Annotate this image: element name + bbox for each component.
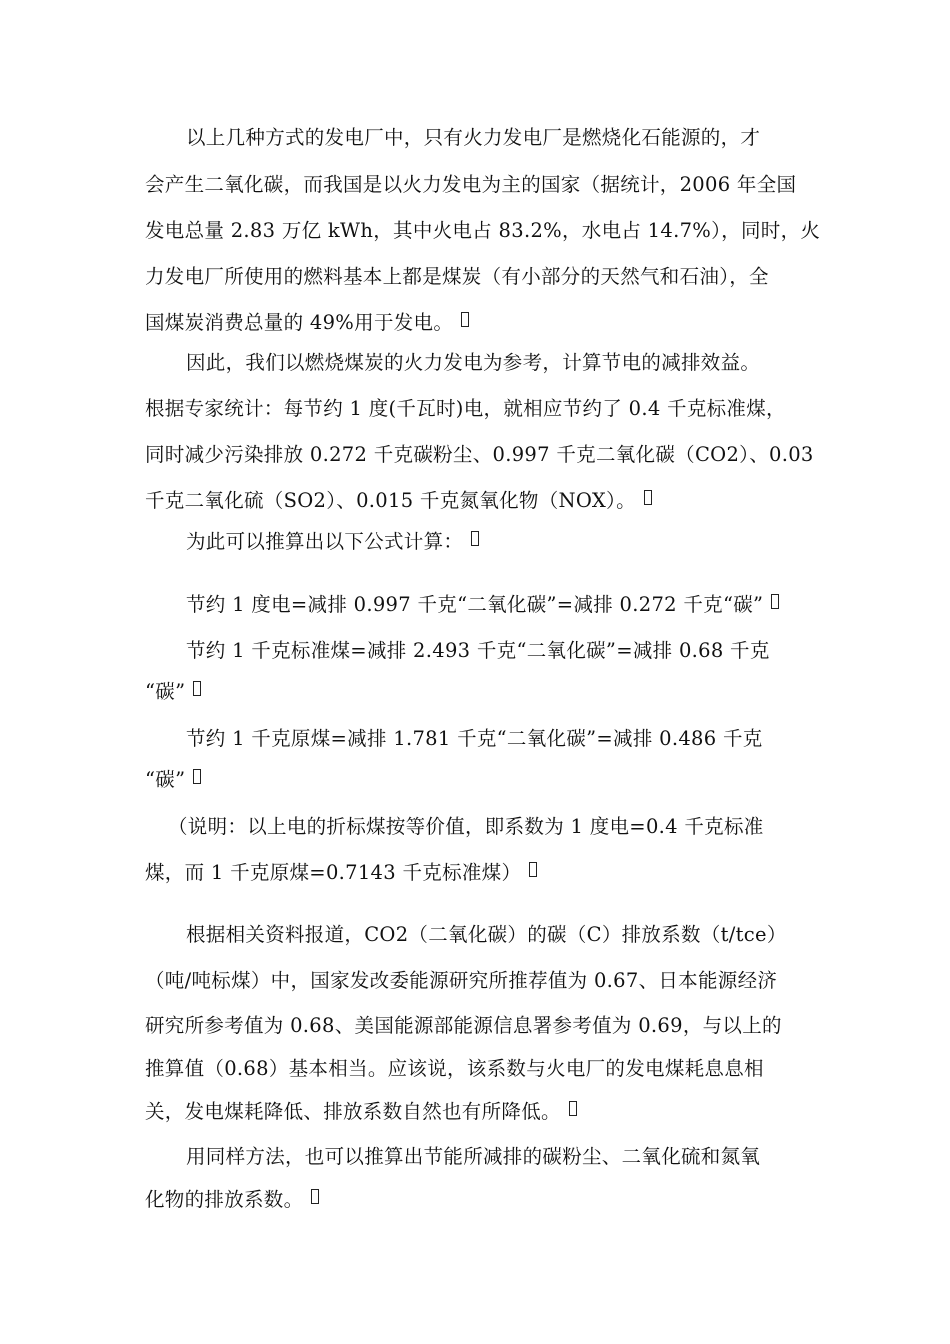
paragraph-mark-icon	[193, 769, 201, 784]
text-line-with-mark	[145, 678, 201, 706]
text-line-with-mark	[145, 309, 469, 337]
text-line: 节约 1 千克标准煤=减排 2.493 千克“二氧化碳”=减排 0.68 千克	[186, 639, 770, 662]
text-line-with-mark	[145, 1186, 319, 1214]
text-line-with-mark	[186, 591, 779, 619]
text-line: 因此，我们以燃烧煤炭的火力发电为参考，计算节电的减排效益。	[186, 351, 761, 374]
text-line: “碳”	[145, 768, 186, 791]
text-line: “碳”	[145, 680, 186, 703]
paragraph-mark-icon	[569, 1101, 577, 1116]
text-line-with-mark	[145, 859, 537, 887]
text-line: 根据相关资料报道，CO2（二氧化碳）的碳（C）排放系数（t/tce）	[186, 923, 787, 946]
text-line: 同时减少污染排放 0.272 千克碳粉尘、0.997 千克二氧化碳（CO2）、0.03	[145, 443, 814, 466]
text-line: 煤，而 1 千克原煤=0.7143 千克标准煤）	[145, 861, 522, 884]
text-line-with-mark	[186, 528, 479, 556]
paragraph-mark-icon	[529, 862, 537, 877]
text-line: 关，发电煤耗降低、排放系数自然也有所降低。	[145, 1100, 561, 1123]
paragraph-mark-icon	[461, 312, 469, 327]
text-line: 千克二氧化硫（SO2）、0.015 千克氮氧化物（NOX）。	[145, 489, 636, 512]
text-line: 根据专家统计：每节约 1 度(千瓦时)电，就相应节约了 0.4 千克标准煤，	[145, 397, 786, 420]
text-line: （说明：以上电的折标煤按等价值，即系数为 1 度电=0.4 千克标准	[168, 815, 764, 838]
paragraph-mark-icon	[771, 594, 779, 609]
paragraph-mark-icon	[311, 1189, 319, 1204]
text-line: 化物的排放系数。	[145, 1188, 304, 1211]
text-line-with-mark	[145, 766, 201, 794]
text-line: 会产生二氧化碳，而我国是以火力发电为主的国家（据统计，2006 年全国	[145, 173, 797, 196]
text-line: 用同样方法，也可以推算出节能所减排的碳粉尘、二氧化硫和氮氧	[186, 1145, 761, 1168]
text-line: 研究所参考值为 0.68、美国能源部能源信息署参考值为 0.69，与以上的	[145, 1014, 782, 1037]
paragraph-mark-icon	[644, 490, 652, 505]
text-line: 节约 1 千克原煤=减排 1.781 千克“二氧化碳”=减排 0.486 千克	[186, 727, 763, 750]
text-line: 国煤炭消费总量的 49%用于发电。	[145, 311, 454, 334]
text-line: 以上几种方式的发电厂中，只有火力发电厂是燃烧化石能源的，才	[186, 126, 761, 149]
text-line-with-mark	[145, 487, 652, 515]
paragraph-mark-icon	[193, 681, 201, 696]
text-line-with-mark	[145, 1098, 577, 1126]
text-line: 推算值（0.68）基本相当。应该说，该系数与火电厂的发电煤耗息息相	[145, 1057, 764, 1080]
text-line: （吨/吨标煤）中，国家发改委能源研究所推荐值为 0.67、日本能源经济	[145, 969, 778, 992]
paragraph-mark-icon	[471, 531, 479, 546]
text-line: 为此可以推算出以下公式计算：	[186, 530, 464, 553]
text-line: 节约 1 度电=减排 0.997 千克“二氧化碳”=减排 0.272 千克“碳”	[186, 593, 764, 616]
text-line: 力发电厂所使用的燃料基本上都是煤炭（有小部分的天然气和石油），全	[145, 265, 769, 288]
text-line: 发电总量 2.83 万亿 kWh，其中火电占 83.2%，水电占 14.7%），同时，火	[145, 219, 821, 242]
